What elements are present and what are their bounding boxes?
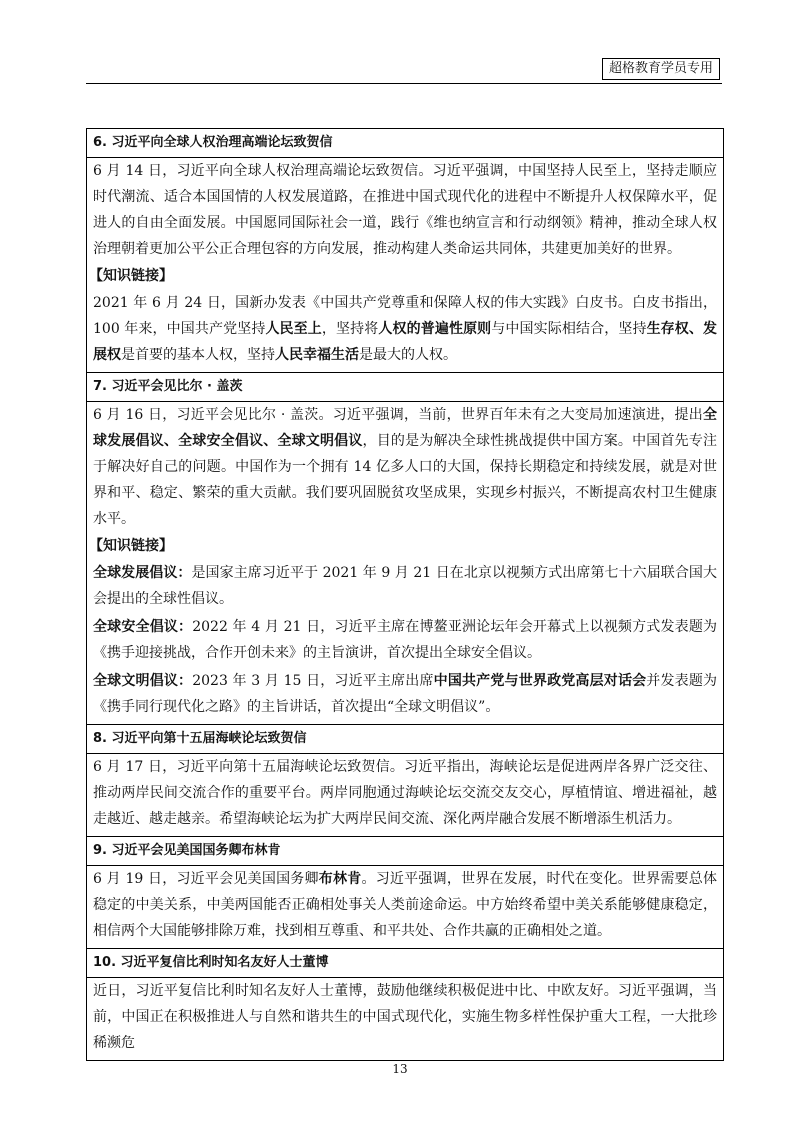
section-body: 6 月 14 日，习近平向全球人权治理高端论坛致贺信。习近平强调，中国坚持人民至上，坚持走顺应时代潮流、适合本国国情的人权发展道路，在推进中国式现代化的进程中不断提升人权保障水平，促进人的自由全面发展。中国愿同国际社会一道，践行《维也纳宣言和行动纲领》精神，推动全球人权治理朝着更加公平公正合理包容的方向发展，推动构建人类命运共同体，共建更加美好的世界。 <box>93 163 717 257</box>
term-text: 2023 年 3 月 15 日，习近平主席出席 <box>192 673 434 689</box>
knowledge-item <box>87 614 723 666</box>
section-body: 近日，习近平复信比利时知名友好人士董博，鼓励他继续积极促进中比、中欧友好。习近平强调，当前，中国正在积极推进人与自然和谐共生的中国式现代化，实施生物多样性保护重大工程，一大批珍稀濒危 <box>93 983 717 1051</box>
knowledge-link-label: 【知识链接】 <box>89 538 173 554</box>
header-tag: 超格教育学员专用 <box>602 58 720 80</box>
text-run: 6 月 19 日，习近平会见美国国务卿 <box>93 871 319 887</box>
term-text: 是国家主席习近平于 2021 年 9 月 21 日在北京以视频方式出席第七十六届联合国大会提出的全球性倡议。 <box>93 565 717 607</box>
knowledge-link-body <box>87 290 723 372</box>
text-run: ，坚持将 <box>321 321 379 337</box>
text-run: 6 月 16 日，习近平会见比尔 · 盖茨。习近平强调，当前，世界百年未有之大变局加速演进，提出 <box>93 407 703 423</box>
term-label: 全球安全倡议： <box>93 619 193 635</box>
text-run: 是首要的基本人权，坚持 <box>121 347 275 363</box>
emphasis-text: 全球发展倡议、全球安全倡议、全球文明倡议 <box>93 407 717 449</box>
emphasis-text: 生存权、发展权 <box>93 321 718 363</box>
section-9 <box>87 837 723 949</box>
section-6 <box>87 129 723 373</box>
section-title: 6. 习近平向全球人权治理高端论坛致贺信 <box>87 129 723 158</box>
emphasis-text: 人权的普遍性原则 <box>378 321 492 337</box>
knowledge-item <box>87 560 723 612</box>
section-body <box>87 866 723 948</box>
section-title: 7. 习近平会见比尔 · 盖茨 <box>87 373 723 402</box>
news-table <box>86 128 724 1061</box>
text-run: 与中国实际相结合，坚持 <box>491 321 647 337</box>
section-7 <box>87 373 723 725</box>
page-number: 13 <box>392 1062 408 1076</box>
section-10 <box>87 949 723 1061</box>
section-title: 8. 习近平向第十五届海峡论坛致贺信 <box>87 725 723 754</box>
text-run: 。习近平强调，世界在发展，时代在变化。世界需要总体稳定的中美关系，中美两国能否正确相处事关人类前途命运。中方始终希望中美关系能够健康稳定，相信两个大国能够排除万难，找到相互尊重、和平共处、合作共赢的正确相处之道。 <box>93 871 718 939</box>
knowledge-link-label: 【知识链接】 <box>89 268 173 284</box>
knowledge-item <box>87 668 723 724</box>
term-label: 全球文明倡议： <box>93 673 193 689</box>
section-body: 6 月 17 日，习近平向第十五届海峡论坛致贺信。习近平指出，海峡论坛是促进两岸各界广泛交往、推动两岸民间交流合作的重要平台。两岸同胞通过海峡论坛交流交友交心，厚植情谊、增进福祉，越走越近、越走越亲。希望海峡论坛为扩大两岸民间交流、深化两岸融合发展不断增添生机活力。 <box>93 759 717 827</box>
term-text: 并发表题为《携手同行现代化之路》的主旨讲话，首次提出“全球文明倡议”。 <box>93 673 718 715</box>
emphasis-text: 人民至上 <box>265 321 322 337</box>
section-body <box>87 402 723 532</box>
text-run: ，目的是为解决全球性挑战提供中国方案。中国首先专注于解决好自己的问题。中国作为一个拥有 14 亿多人口的大国，保持长期稳定和持续发展，就是对世界和平、稳定、繁荣的重大贡献。我们要巩固脱贫攻坚成果，实现乡村振兴，不断提高农村卫生健康水平。 <box>93 433 718 527</box>
header-rule <box>86 83 722 84</box>
term-text: 2022 年 4 月 21 日，习近平主席在博鳌亚洲论坛年会开幕式上以视频方式发表题为《携手迎接挑战，合作开创未来》的主旨演讲，首次提出全球安全倡议。 <box>93 619 717 661</box>
section-8 <box>87 725 723 837</box>
section-title: 9. 习近平会见美国国务卿布林肯 <box>87 837 723 866</box>
text-run: 2021 年 6 月 24 日，国新办发表《中国共产党尊重和保障人权的伟大实践》白皮书。白皮书指出，100 年来，中国共产党坚持 <box>93 295 717 337</box>
term-label: 全球发展倡议： <box>93 565 192 581</box>
emphasis-text: 布林肯 <box>318 871 362 887</box>
emphasis-text: 中国共产党与世界政党高层对话会 <box>433 673 647 689</box>
section-title: 10. 习近平复信比利时知名友好人士董博 <box>87 949 723 978</box>
emphasis-text: 人民幸福生活 <box>275 347 359 363</box>
text-run: 是最大的人权。 <box>359 347 457 363</box>
